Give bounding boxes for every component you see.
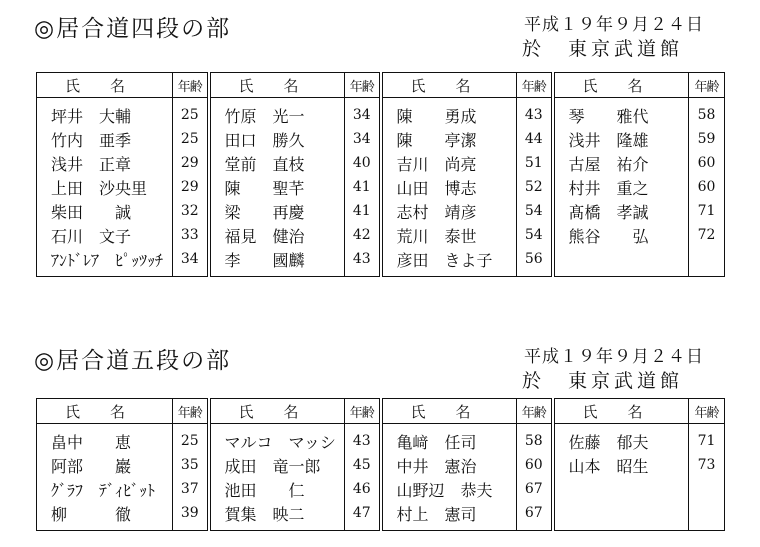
member-age [689,501,725,525]
member-name [553,477,689,501]
member-age: 41 [345,199,381,223]
member-name: 賀集 映二 [209,501,345,525]
member-name: 池田 仁 [209,477,345,501]
member-age: 29 [173,175,209,199]
member-age: 67 [517,501,553,525]
member-name: 佐藤 郁夫 [553,429,689,453]
member-age: 51 [517,151,553,175]
member-name: ｸﾞﾗﾌ ﾃﾞｨﾋﾞｯﾄ [51,480,156,500]
member-age: 39 [173,501,209,525]
member-name: 中井 憲治 [381,453,517,477]
member-age: 34 [345,127,381,151]
member-name: マルコ マッシ [209,429,345,453]
member-name: 浅井 正章 [51,154,132,174]
header-age-cell: 年齢 [345,399,381,424]
member-age: 71 [689,199,725,223]
member-name: 竹原 光一 [209,103,345,127]
table-row [37,127,725,151]
member-name: 古屋 祐介 [553,151,689,175]
header-age-cell: 年齢 [173,73,209,98]
section-4dan-title: ◎居合道四段の部 [34,16,232,42]
table-spacer-row [37,525,725,531]
header-name-cell: 氏 名 [553,73,689,98]
member-name: 村井 重之 [553,175,689,199]
header-age-cell: 年齢 [517,399,553,424]
member-age: 71 [689,429,725,453]
member-name: 梁 再慶 [209,199,345,223]
table-row [37,151,725,175]
member-name: 陳 亭潔 [381,127,517,151]
member-name: 陳 勇成 [381,103,517,127]
member-name: 柴田 誠 [51,202,132,222]
header-name-cell: 氏 名 [37,73,173,98]
member-age: 25 [173,103,209,127]
member-age: 32 [173,199,209,223]
table-spacer-row [37,271,725,277]
header-name-cell: 氏 名 [381,73,517,98]
member-name: 堂前 直枝 [209,151,345,175]
member-age: 67 [517,477,553,501]
member-age: 43 [517,103,553,127]
table-row [37,477,725,501]
member-name: 坪井 大輔 [51,106,132,126]
member-name: ｱﾝﾄﾞﾚｱ ﾋﾟｯﾂｯﾁ [51,250,164,270]
member-age: 35 [173,453,209,477]
roster-table-5dan [36,398,725,531]
member-age: 60 [517,453,553,477]
section-5dan-date: 平成１９年９月２４日 [524,347,704,367]
table-row [37,429,725,453]
member-name: 柳 徹 [51,504,132,524]
member-age: 43 [345,429,381,453]
header-age-cell: 年齢 [173,399,209,424]
member-age: 29 [173,151,209,175]
member-age: 37 [173,477,209,501]
member-name: 志村 靖彦 [381,199,517,223]
member-name: 浅井 隆雄 [553,127,689,151]
header-name-cell: 氏 名 [37,399,173,424]
header-age-cell: 年齢 [517,73,553,98]
member-name: 村上 憲司 [381,501,517,525]
member-age: 34 [345,103,381,127]
member-age: 58 [689,103,725,127]
member-age: 43 [345,247,381,271]
header-name-cell: 氏 名 [209,73,345,98]
member-age: 46 [345,477,381,501]
member-name: 畠中 恵 [51,432,132,452]
member-name: 阿部 巖 [51,456,132,476]
member-name: 上田 沙央里 [51,178,148,198]
member-age: 56 [517,247,553,271]
table-header-row [37,73,725,98]
table-row [37,175,725,199]
member-age: 59 [689,127,725,151]
table-row [37,103,725,127]
section-4dan-date: 平成１９年９月２４日 [524,15,704,35]
table-row [37,247,725,271]
member-name: 荒川 泰世 [381,223,517,247]
header-age-cell: 年齢 [689,399,725,424]
member-name [553,501,689,525]
table-row [37,223,725,247]
member-age: 58 [517,429,553,453]
member-name: 陳 聖芊 [209,175,345,199]
table-row [37,199,725,223]
member-name [553,247,689,271]
member-age [689,247,725,271]
member-name: 石川 文子 [51,226,132,246]
member-age: 54 [517,223,553,247]
header-name-cell: 氏 名 [553,399,689,424]
member-age: 72 [689,223,725,247]
section-5dan-venue: 於 東京武道館 [522,370,684,392]
section-5dan-title: ◎居合道五段の部 [34,348,232,374]
member-age: 41 [345,175,381,199]
member-age: 34 [173,247,209,271]
member-age: 47 [345,501,381,525]
member-name: 熊谷 弘 [553,223,689,247]
member-name: 竹内 亜季 [51,130,132,150]
member-name: 亀﨑 任司 [381,429,517,453]
member-age: 44 [517,127,553,151]
member-age: 40 [345,151,381,175]
member-name: 福見 健治 [209,223,345,247]
member-name: 吉川 尚亮 [381,151,517,175]
member-age: 60 [689,151,725,175]
member-age: 52 [517,175,553,199]
member-age: 33 [173,223,209,247]
member-age: 45 [345,453,381,477]
header-age-cell: 年齢 [689,73,725,98]
member-name: 琴 雅代 [553,103,689,127]
member-name: 山本 昭生 [553,453,689,477]
roster-table-4dan [36,72,725,277]
member-age [689,477,725,501]
table-row [37,453,725,477]
member-age: 25 [173,127,209,151]
section-4dan-venue: 於 東京武道館 [522,38,684,60]
header-name-cell: 氏 名 [381,399,517,424]
member-age: 25 [173,429,209,453]
member-age: 54 [517,199,553,223]
member-age: 60 [689,175,725,199]
member-age: 42 [345,223,381,247]
member-age: 73 [689,453,725,477]
member-name: 李 國麟 [209,247,345,271]
member-name: 彦田 きよ子 [381,247,517,271]
table-header-row [37,399,725,424]
member-name: 山野辺 恭夫 [381,477,517,501]
table-row [37,501,725,525]
member-name: 山田 博志 [381,175,517,199]
member-name: 髙橋 孝誠 [553,199,689,223]
member-name: 成田 竜一郎 [209,453,345,477]
member-name: 田口 勝久 [209,127,345,151]
header-name-cell: 氏 名 [209,399,345,424]
header-age-cell: 年齢 [345,73,381,98]
